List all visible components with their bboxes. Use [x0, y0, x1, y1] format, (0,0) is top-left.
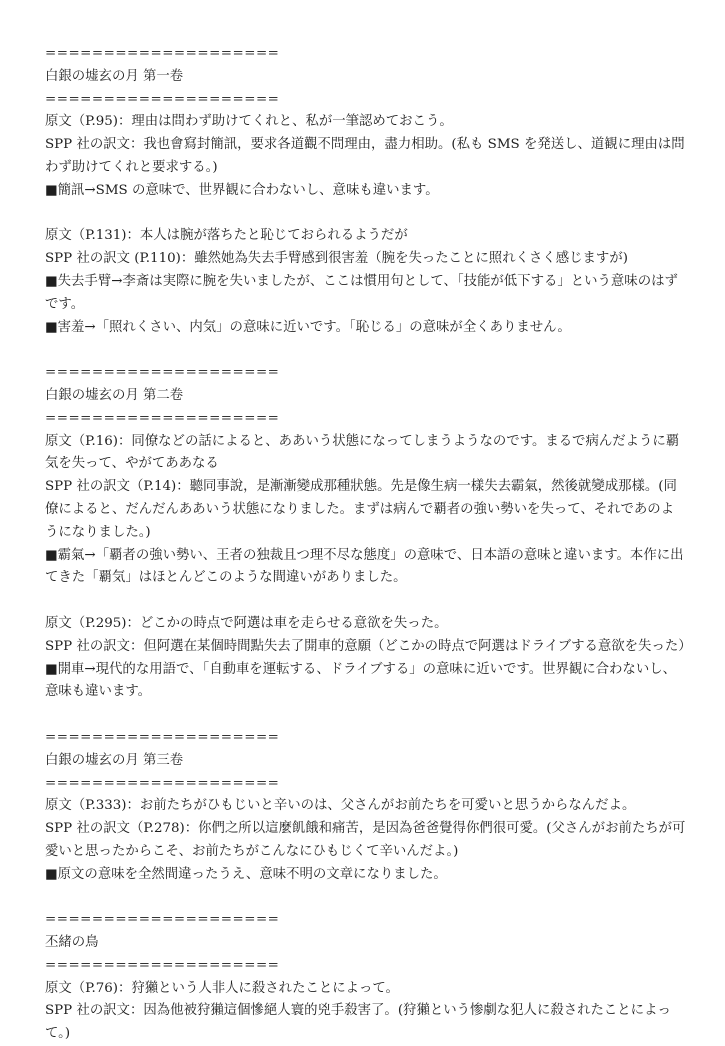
- translation-note: ■害羞→「照れくさい、内気」の意味に近いです。「恥じる」の意味が全くありません。: [45, 319, 571, 335]
- spp-translation: SPP 社の訳文：但阿選在某個時間點失去了開車的意願（どこかの時点で阿選はドライブする意欲を失った）: [45, 638, 692, 654]
- original-text: 原文（P.95)：理由は問わず助けてくれと、私が一筆認めておこう。: [45, 114, 453, 130]
- original-text: 原文（P.76)：狩獺という人非人に殺されたことによって。: [45, 980, 399, 996]
- translation-note: ■原文の意味を全然間違ったうえ、意味不明の文章になりました。: [45, 866, 447, 882]
- separator-rule: ====================: [45, 912, 280, 928]
- original-text: 原文（P.131)：本人は腕が落ちたと恥じておられるようだが: [45, 228, 408, 244]
- translation-note: ■開車→現代的な用語で、「自動車を運転する、ドライブする」の意味に近いです。世界観に合わないし、意味も違います。: [45, 661, 676, 700]
- section-volume-1: [45, 43, 687, 339]
- separator-rule: ====================: [45, 46, 280, 61]
- spp-translation: SPP 社の訳文 (P.110)：雖然她為失去手臂感到很害羞（腕を失ったことに照れくさく感じますが): [45, 251, 628, 267]
- section-title: 丕緒の鳥: [45, 935, 99, 951]
- translation-note: ■失去手臂→李斎は実際に腕を失いましたが、ここは慣用句として、「技能が低下する」という意味のはずです。: [45, 273, 678, 312]
- section-title: 白銀の墟玄の月 第一卷: [45, 68, 184, 84]
- separator-rule: ====================: [45, 957, 280, 973]
- translation-note: ■霸氣→「覇者の強い勢い、王者の独裁且つ理不尽な態度」の意味で、日本語の意味と違います。本作に出てきた「覇気」はほとんどこのような間違いがありました。: [45, 547, 684, 586]
- spp-translation: SPP 社の訳文：我也會寫封簡訊，要求各道觀不問理由，盡力相助。(私も SMS を発送し、道観に理由は問わず助けてくれと要求する。): [45, 137, 685, 175]
- original-text: 原文（P.333)：お前たちがひもじいと辛いのは、父さんがお前たちを可愛いと思うからなんだよ。: [45, 798, 636, 814]
- original-text: 原文（P.16)：同僚などの話によると、ああいう状態になってしまうようなのです。まるで病んだように覇気を失って、やがてああなる: [45, 433, 680, 472]
- separator-rule: ====================: [45, 91, 280, 107]
- spp-translation: SPP 社の訳文（P.278)：你們之所以這麼飢餓和痛苦，是因為爸爸覺得你們很可愛。(父さんがお前たちが可愛いと思ったからこそ、お前たちがこんなにひもじくて辛いんだよ。): [45, 821, 686, 859]
- separator-rule: ====================: [45, 410, 280, 426]
- section-volume-3: [45, 727, 687, 887]
- section-volume-2: [45, 362, 692, 704]
- spp-translation: SPP 社の訳文（P.14)：聽同事說，是漸漸變成那種狀態。先是像生病一樣失去霸氣，然後就變成那樣。(同僚によると、だんだんああいう状態になりました。まずは病んで覇者の強い勢いを失って、それであのようになりました。): [45, 479, 677, 540]
- section-hisho-no-tori: [45, 909, 687, 1046]
- separator-rule: ====================: [45, 365, 280, 381]
- translation-note: ■簡訊→SMS の意味で、世界観に合わないし、意味も違います。: [45, 182, 439, 198]
- section-title: 白銀の墟玄の月 第三卷: [45, 752, 184, 768]
- separator-rule: ====================: [45, 729, 280, 745]
- original-text: 原文（P.295)：どこかの時点で阿選は車を走らせる意欲を失った。: [45, 615, 448, 631]
- spp-translation: SPP 社の訳文：因為他被狩獺這個慘絕人寰的兇手殺害了。(狩獺という惨劇な犯人に殺されたことによって。): [45, 1003, 671, 1042]
- separator-rule: ====================: [45, 775, 280, 791]
- section-title: 白銀の墟玄の月 第二卷: [45, 387, 184, 403]
